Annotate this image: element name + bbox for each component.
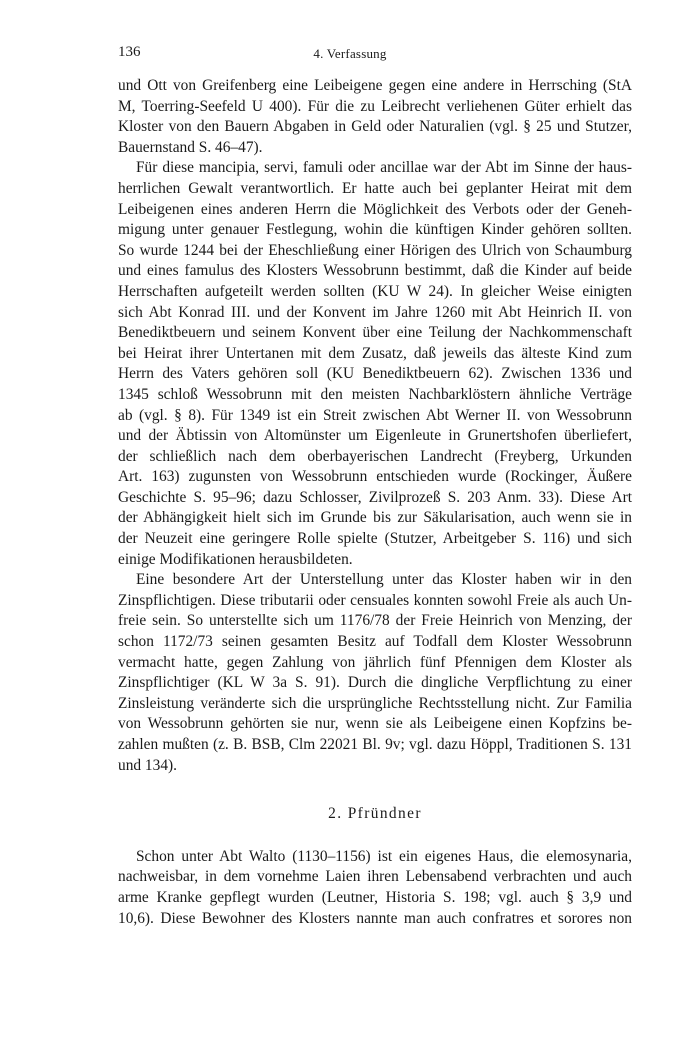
text-line: Herrschaften aufgeteilt werden sollten (KU W 24). In gleicher Weise einigten (118, 282, 632, 300)
text-line: und 134). (118, 756, 177, 774)
text-line: bei Heirat ihrer Untertanen mit dem Zusatz, daß jeweils das älteste Kind zum (118, 344, 632, 362)
text-line: M, Toerring-Seefeld U 400). Für die zu Leibrecht verliehenen Güter erhielt das (118, 97, 632, 115)
text-line: Eine besondere Art der Unterstellung unter das Kloster haben wir in den (136, 571, 632, 589)
text-line: und Ott von Greifenberg eine Leibeigene gegen eine andere in Herrsching (StA (118, 77, 632, 94)
text-line: vermacht hatte, gegen Zahlung von jährlich fünf Pfennigen dem Kloster als (118, 653, 632, 671)
text-line: Zinsleistung veränderte sich die ursprüngliche Rechtsstellung nicht. Zur Familia (118, 694, 632, 712)
text-line: und eines famulus des Klosters Wessobrunn bestimmt, daß die Kinder auf beide (118, 262, 632, 280)
text-line: zahlen mußten (z. B. BSB, Clm 22021 Bl. 9v; vgl. dazu Höppl, Traditionen S. 131 (118, 736, 632, 753)
text-line: So wurde 1244 bei der Eheschließung einer Hörigen des Ulrich von Schaumburg (118, 241, 632, 259)
text-line: migung unter genauer Festlegung, wohin die künftigen Kinder gehören sollten. (118, 221, 632, 239)
page-number: 136 (118, 44, 141, 60)
text-line: Zinspflichtigen. Diese tributarii oder censuales konnten sowohl Freie als auch Un- (118, 591, 632, 609)
text-line: Leibeigenen eines anderen Herrn die Möglichkeit des Verbots oder der Geneh- (118, 200, 632, 218)
text-line: Geschichte S. 95–96; dazu Schlosser, Zivilprozeß S. 203 Anm. 33). Diese Art (118, 488, 632, 506)
section-heading: 2. Pfründner (328, 805, 422, 823)
text-line: 10,6). Diese Bewohner des Klosters nannte man auch confratres et sorores non (118, 909, 632, 927)
text-line: und der Äbtissin von Altomünster um Eigenleute in Grunertshofen überliefert, (118, 427, 632, 445)
text-line: Benediktbeuern und seinem Konvent über eine Teilung der Nachkommenschaft (118, 324, 632, 342)
text-line: der Neuzeit eine geringere Rolle spielte (Stutzer, Arbeitgeber S. 116) und sich (118, 530, 632, 548)
text-line: 1345 schloß Wessobrunn mit den meisten Nachbarklöstern ähnliche Verträge (118, 385, 632, 403)
text-line: von Wessobrunn gehörten sie nur, wenn sie als Leibeigene einen Kopfzins be- (118, 715, 632, 733)
text-block (118, 76, 632, 929)
text-line: Schon unter Abt Walto (1130–1156) ist ein eigenes Haus, die elemosynaria, (136, 847, 632, 865)
text-line: nachweisbar, in dem vornehme Laien ihren Lebensabend verbrachten und auch (118, 868, 632, 886)
text-line: Herrn des Vaters gehören soll (KU Benediktbeuern 62). Zwischen 1336 und (118, 365, 632, 383)
section-paragraphs (118, 847, 632, 929)
text-line: freie sein. So unterstellte sich um 1176/78 der Freie Heinrich von Menzing, der (118, 612, 632, 630)
text-line: Bauernstand S. 46–47). (118, 138, 263, 156)
text-line: Zinspflichtiger (KL W 3a S. 91). Durch die dingliche Verpflichtung zu einer (118, 674, 632, 692)
text-line: arme Kranke gepflegt wurden (Leutner, Historia S. 198; vgl. auch § 3,9 und (118, 888, 632, 906)
running-head: 4. Verfassung (313, 46, 387, 61)
text-line: der schließlich nach dem oberbayerischen Landrecht (Freyberg, Urkunden (118, 447, 632, 465)
text-line: einige Modifikationen herausbildeten. (118, 550, 353, 568)
text-line: Art. 163) zugunsten von Wessobrunn entschieden wurde (Rockinger, Äußere (118, 468, 632, 486)
body-paragraphs (118, 76, 632, 776)
text-line: ab (vgl. § 8). Für 1349 ist ein Streit zwischen Abt Werner II. von Wessobrunn (118, 406, 632, 424)
text-line: sich Abt Konrad III. und der Konvent im Jahre 1260 mit Abt Heinrich II. von (118, 303, 632, 321)
text-line: der Abhängigkeit hielt sich im Grunde bis zur Säkularisation, auch wenn sie in (118, 509, 632, 527)
text-line: Für diese mancipia, servi, famuli oder ancillae war der Abt im Sinne der haus- (136, 159, 632, 177)
text-line: schon 1172/73 seinen gesamten Besitz auf Todfall dem Kloster Wessobrunn (118, 633, 632, 651)
text-line: herrlichen Gewalt verantwortlich. Er hatte auch bei geplanter Heirat mit dem (118, 179, 632, 197)
text-line: Kloster von den Bauern Abgaben in Geld oder Naturalien (vgl. § 25 und Stutzer, (118, 118, 632, 136)
